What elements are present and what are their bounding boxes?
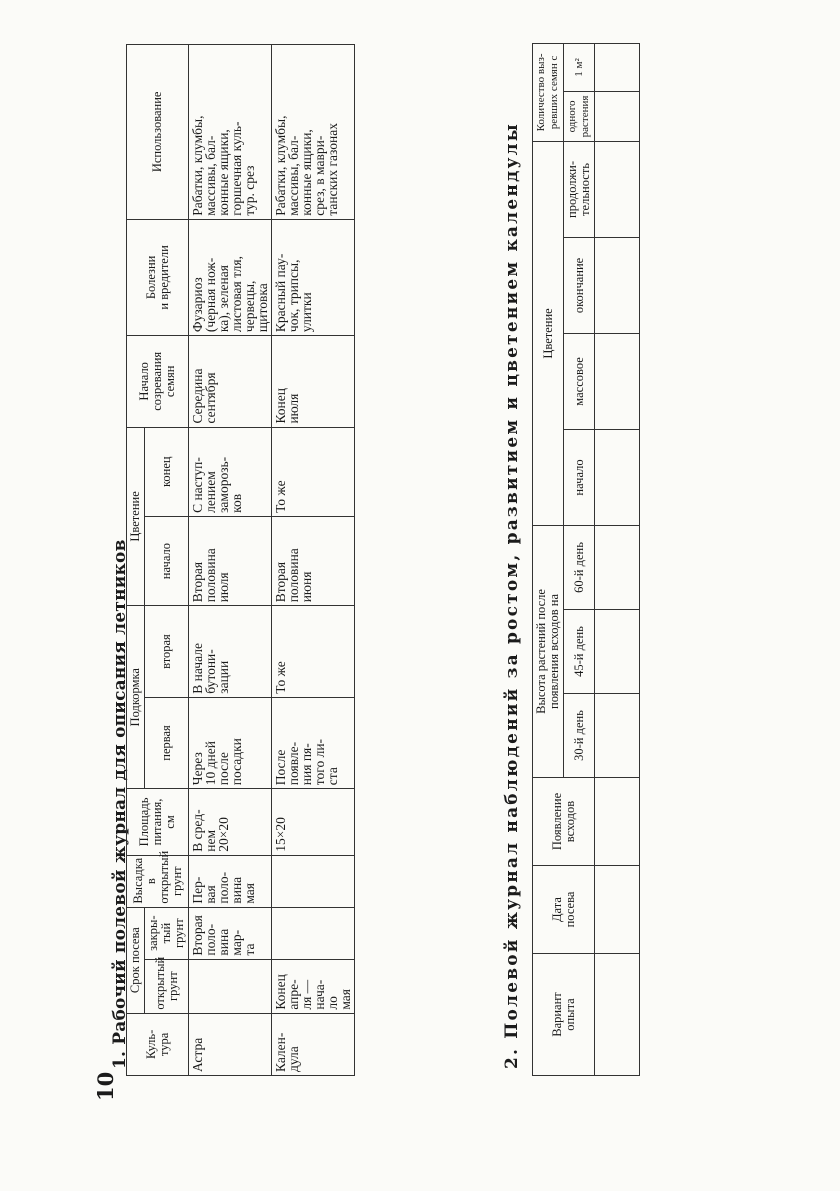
cell-feeding-area: 15×20 [272,789,355,856]
header-flowering: Цветение [127,427,145,606]
header-seed-count: Количество выз- ревших семян с [533,43,564,141]
table-field-journal-annuals [126,44,355,1076]
empty-cell [595,954,640,1076]
header-flowering-start: начало [564,429,595,525]
cell-feeding-first: После появле- ния пя- того ли- ста [272,697,355,788]
empty-cell [595,333,640,429]
header-flowering-duration: продолжи- тельность [564,141,595,237]
table-row [595,43,640,1075]
header-feeding: Подкормка [127,606,145,789]
header-open-ground: открытый грунт [145,959,189,1013]
empty-cell [595,866,640,954]
empty-cell [595,778,640,866]
cell-feeding-second: То же [272,606,355,697]
cell-seed-ripening: Конец июля [272,336,355,427]
header-day-45: 45-й день [564,610,595,694]
header-closed-ground: закры- тый грунт [145,907,189,959]
header-variant: Вариант опыта [533,954,595,1076]
header-planting-open-ground: Высадка в открытый грунт [127,855,189,907]
header-one-plant: одного растения [564,91,595,141]
header-diseases: Болезни и вредители [127,219,189,335]
cell-planting-open [272,855,355,907]
header-flowering: Цветение [533,141,564,525]
cell-closed-ground [272,907,355,959]
empty-cell [595,91,640,141]
header-seed-ripening: Начало созревания семян [127,336,189,427]
cell-planting-open: Пер- вая поло- вина мая [189,855,272,907]
cell-open-ground: Конец апре- ля — нача- ло мая [272,959,355,1013]
header-feeding-first: первая [145,697,189,788]
cell-feeding-first: Через 10 дней после посадки [189,697,272,788]
empty-cell [595,694,640,778]
header-plant-height: Высота растений после появления всходов на [533,525,564,777]
page-number: 10 [93,1071,118,1101]
cell-closed-ground: Вторая поло- вина мар- та [189,907,272,959]
cell-seed-ripening: Середина сентября [189,336,272,427]
empty-cell [595,525,640,609]
cell-flowering-start: Вторая половина июня [272,516,355,605]
header-sowing-date: Срок посева [127,907,145,1013]
cell-open-ground [189,959,272,1013]
header-feeding-second: вторая [145,606,189,697]
cell-culture: Астра [189,1013,272,1075]
header-flowering-end: конец [145,427,189,516]
header-use: Использование [127,45,189,220]
empty-cell [595,610,640,694]
header-flowering-mass: массовое [564,333,595,429]
header-day-30: 30-й день [564,694,595,778]
table-row [272,45,355,1076]
empty-cell [595,237,640,333]
cell-feeding-second: В начале бутони- зации [189,606,272,697]
table-row [189,45,272,1076]
cell-flowering-end: С наступ- лением заморозь- ков [189,427,272,516]
header-feeding-area: Площадь питания, см [127,789,189,856]
empty-cell [595,141,640,237]
header-sowing-date: Дата посева [533,866,595,954]
cell-feeding-area: В сред- нем 20×20 [189,789,272,856]
header-day-60: 60-й день [564,525,595,609]
cell-use: Рабатки, клумбы, массивы, бал- конные ящики, горшечная куль- тур. срез [189,45,272,220]
header-one-m2: 1 м² [564,43,595,91]
header-emergence: Появление всходов [533,778,595,866]
cell-culture: Кален- дула [272,1013,355,1075]
cell-diseases: Фузариоз (черная нож- ка), зеленая листовая тля, червецы, щитовка [189,219,272,335]
header-flowering-start: начало [145,516,189,605]
table2-title: 2. Полевой журнал наблюдений за ростом, развитием и цветением календулы [502,121,522,1069]
table-calendula-observations [532,43,640,1076]
header-flowering-end: окончание [564,237,595,333]
cell-use: Рабатки, клумбы, массивы, бал- конные ящики, срез, в маври- танских газонах [272,45,355,220]
cell-diseases: Красный пау- чок, трипсы, улитки [272,219,355,335]
cell-flowering-start: Вторая половина июля [189,516,272,605]
empty-cell [595,429,640,525]
table1-title: 1. Рабочий полевой журнал для описания летников [110,539,130,1069]
cell-flowering-end: То же [272,427,355,516]
header-culture: Куль- тура [127,1013,189,1075]
empty-cell [595,43,640,91]
